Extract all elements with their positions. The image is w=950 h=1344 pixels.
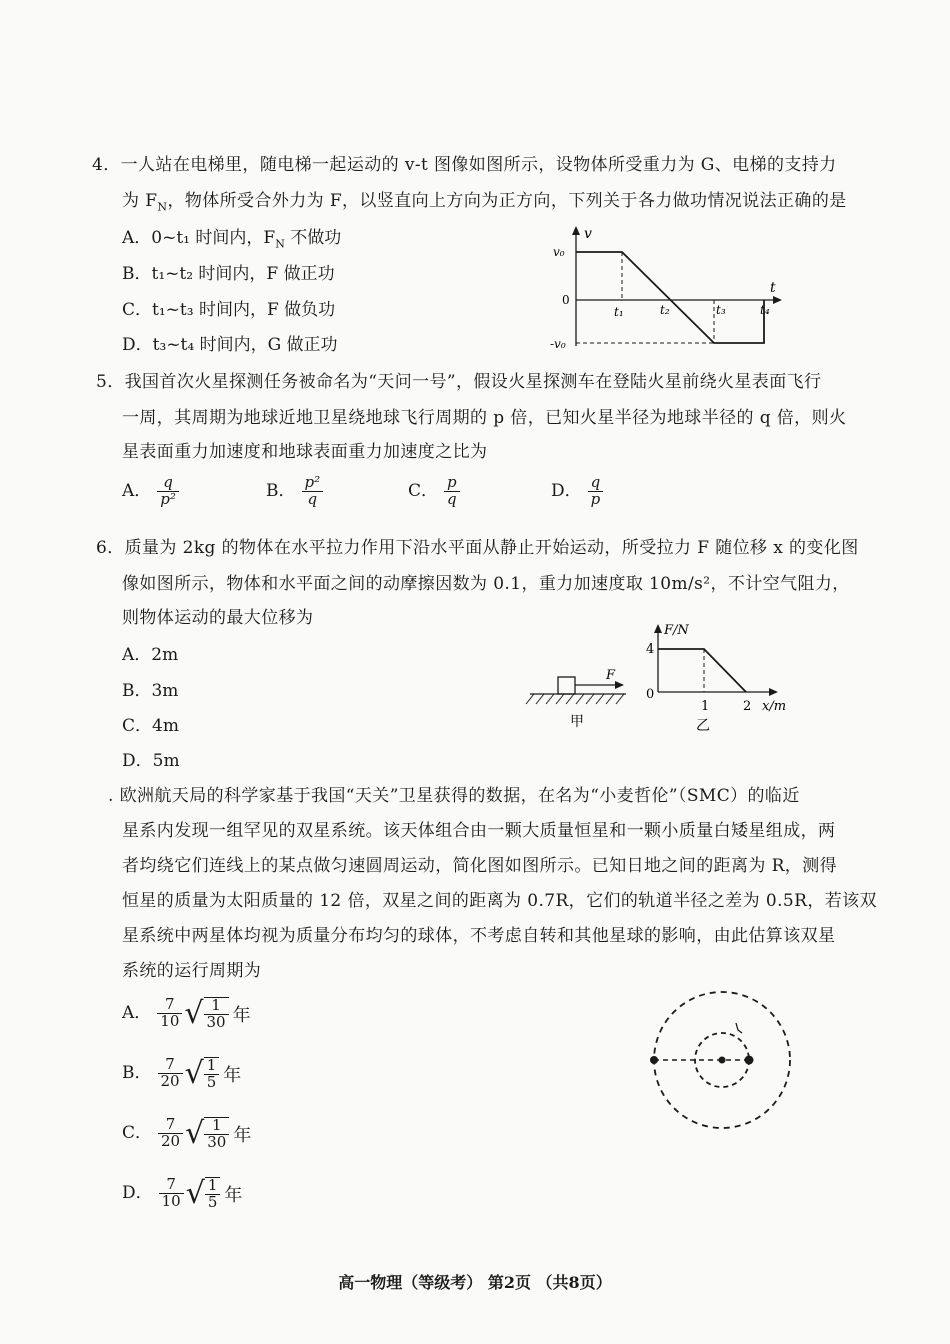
figure-yi-caption: 乙 [696, 718, 710, 734]
q7-stem-line-5: 星系统中两星体均视为质量分布均匀的球体，不考虑自转和其他星球的影响，由此估算该双星 [122, 926, 836, 946]
vt-curve [576, 252, 764, 343]
force-arrowhead [615, 681, 624, 689]
q6-stem-line-3: 则物体运动的最大位移为 [122, 608, 314, 628]
q7-stem-line-4: 恒星的质量为太阳质量的 12 倍，双星之间的距离为 0.7R，它们的轨道半径之差为 0.5R，若该双 [122, 891, 877, 911]
q7-stem-line-3: 者均绕它们连线上的某点做匀速圆周运动，简化图如图所示。已知日地之间的距离为 R，测得 [122, 856, 838, 876]
q7-stem-line-6: 系统的运行周期为 [122, 961, 262, 981]
q7-option-d: D． $\frac{7}{10}$ √ $\frac{1}{5}$ 年 [122, 1175, 243, 1211]
block [558, 677, 575, 694]
center-point [719, 1057, 726, 1064]
q7-stem-line-1: . 欧洲航天局的科学家基于我国“天关”卫星获得的数据，在名为“小麦哲伦”（SMC）的临近 [108, 786, 800, 806]
t4-label: t₄ [760, 303, 770, 317]
q7-option-a: A． $\frac{7}{10}$ √ $\frac{1}{30}$ 年 [122, 995, 251, 1031]
x-tick-2: 2 [743, 699, 752, 714]
t2-label: t₂ [660, 303, 670, 317]
q6-figure-yi [640, 620, 800, 736]
q6-option-c: C．4m [122, 716, 179, 736]
F-x-curve [658, 649, 746, 692]
neg-v0-label: -v₀ [550, 337, 566, 351]
q4-vt-graph [548, 222, 788, 354]
t-axis-arrow [773, 296, 782, 304]
force-label: F [606, 668, 616, 683]
F-axis-arrow [654, 624, 662, 633]
t3-label: t₃ [716, 303, 726, 317]
q6-option-b: B．3m [122, 681, 179, 701]
v-label: v [584, 226, 592, 242]
q5-option-d: D． $\frac{q}{p}$ [551, 475, 603, 508]
q7-option-b: B． $\frac{7}{20}$ √ $\frac{1}{5}$ 年 [122, 1055, 242, 1091]
v0-label: v₀ [553, 245, 565, 259]
q4-option-a: A．0~t₁ 时间内，$F_N$ 不做功 [122, 228, 342, 251]
q6-stem-line-2: 像如图所示，物体和水平面之间的动摩擦因数为 0.1，重力加速度取 10m/s²，不计空气阻力， [122, 574, 850, 594]
white-dwarf [650, 1056, 658, 1064]
q5-option-c: C． $\frac{p}{q}$ [408, 475, 460, 508]
q5-option-a: A． $\frac{q}{\text{p²}}$ [122, 475, 179, 508]
x-tick-1: 1 [701, 699, 710, 714]
q6-stem-line-1: 6．质量为 2kg 的物体在水平拉力作用下沿水平面从静止开始运动，所受拉力 F 随位移 x 的变化图 [96, 538, 859, 558]
q4-stem-line-2: 为 $F_N$，物体所受合外力为 F，以竖直向上方向为正方向，下列关于各力做功情况说法正确的是 [122, 191, 847, 214]
orbit-mark [736, 1023, 742, 1033]
ground-hatch [526, 694, 624, 704]
q7-option-c: C． $\frac{7}{20}$ √ $\frac{1}{30}$ 年 [122, 1115, 252, 1151]
q5-stem-line-3: 星表面重力加速度和地球表面重力加速度之比为 [122, 442, 488, 462]
q7-stem-line-2: 星系内发现一组罕见的双星系统。该天体组合由一颗大质量恒星和一颗小质量白矮星组成，两 [122, 821, 836, 841]
figure-jia-caption: 甲 [570, 714, 584, 730]
q5-option-b: B． $\frac{\text{p²}}{q}$ [266, 475, 323, 508]
t1-label: t₁ [614, 305, 624, 319]
q4-option-b: B．t₁~t₂ 时间内，F 做正功 [122, 264, 335, 284]
q5-stem-line-1: 5．我国首次火星探测任务被命名为“天问一号”，假设火星探测车在登陆火星前绕火星表面飞行 [96, 372, 822, 392]
origin-label: 0 [646, 687, 655, 702]
q7-binary-star-diagram [644, 984, 800, 1140]
F-axis-label: F/N [664, 623, 689, 638]
x-axis-arrow [769, 688, 778, 696]
massive-star [745, 1056, 754, 1065]
page-footer: 高一物理（等级考） 第2页 （共8页） [338, 1273, 612, 1292]
q5-stem-line-2: 一周，其周期为地球近地卫星绕地球飞行周期的 p 倍，已知火星半径为地球半径的 q 倍，则火 [122, 408, 847, 428]
q4-option-c: C．t₁~t₃ 时间内，F 做负功 [122, 300, 336, 320]
q6-figure-jia [522, 664, 634, 732]
origin-label: 0 [562, 293, 570, 307]
q6-option-d: D．5m [122, 751, 180, 771]
x-axis-label: x/m [762, 699, 787, 714]
q6-option-a: A．2m [122, 645, 179, 665]
F-tick-4: 4 [646, 642, 655, 657]
q4-stem-line-1: 4．一人站在电梯里，随电梯一起运动的 v-t 图像如图所示，设物体所受重力为 G、电梯的支持力 [92, 155, 837, 175]
q4-option-d: D．t₃~t₄ 时间内，G 做正功 [122, 335, 338, 355]
v-axis-arrow [572, 226, 580, 235]
t-label: t [770, 280, 776, 296]
